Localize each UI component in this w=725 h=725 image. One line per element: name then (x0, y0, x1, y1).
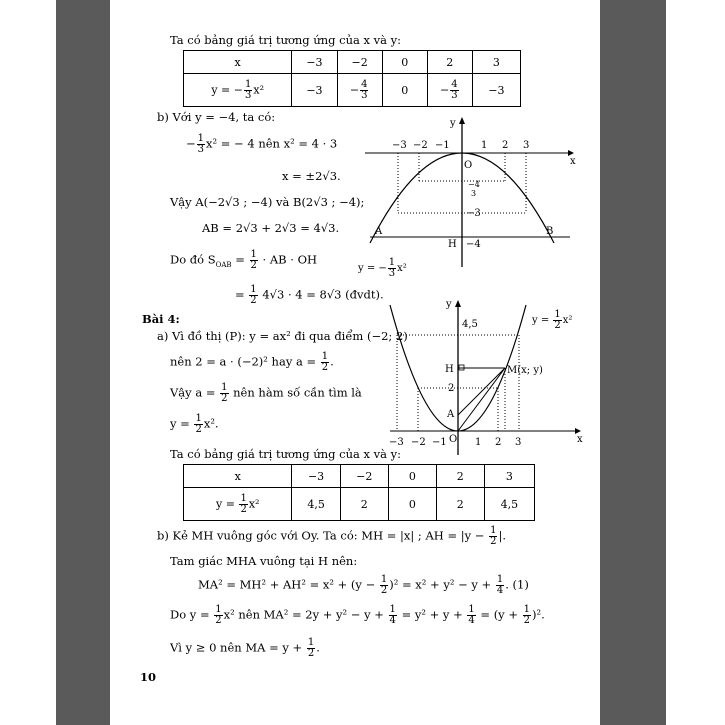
table1-y-cell: − $\frac{4}{3}$ (427, 74, 472, 107)
part-a-line-3: Vậy a = $\frac{1}{2}$ nên hàm số cần tìm là (170, 382, 362, 404)
table1-x-cell: 2 (427, 51, 472, 74)
value-table-1 (183, 50, 521, 107)
parabola-graph-1 (350, 112, 580, 282)
table1-y-cell: −3 (292, 74, 337, 107)
table2-y-cell: 2 (340, 488, 388, 521)
graph1-origin-label: O (464, 160, 473, 171)
table2-y-cell: 4,5 (292, 488, 340, 521)
graph2-curve-label: y = $\frac{1}{2}$ x² (532, 309, 573, 331)
graph2-x-label: x (577, 434, 583, 445)
part-b-line-2: Tam giác MHA vuông tại H nên: (170, 554, 358, 568)
graph2-label-45: 4,5 (462, 319, 478, 330)
table1-x-cell: −2 (337, 51, 382, 74)
graph1-tick: 3 (523, 140, 530, 151)
intro-text-2: Ta có bảng giá trị tương ứng của x và y: (170, 447, 402, 461)
graph2-label-H: H (445, 364, 454, 375)
exercise-4-heading: Bài 4: (142, 312, 180, 326)
page-number: 10 (140, 670, 157, 684)
table1-x-cell: −3 (292, 51, 337, 74)
graph2-label-2: 2 (448, 383, 455, 394)
table1-y-head: y = − $\frac{1}{3}$ x² (184, 74, 292, 107)
graph2-tick: −1 (432, 437, 447, 448)
graph1-y-arrow (459, 117, 465, 124)
equation-line-6: = $\frac{1}{2}$ 4√3 · 4 = 8√3 (đvdt). (235, 284, 384, 306)
graph1-label-B: B (546, 226, 554, 237)
graph1-label-H: H (448, 239, 457, 250)
graph2-tick: 1 (475, 437, 482, 448)
graph1-tick: −1 (435, 140, 450, 151)
table2-x-cell: 0 (388, 465, 436, 488)
equation-line-1: − $\frac{1}{3}$ x² = − 4 nên x² = 4 · 3 (186, 133, 338, 155)
table2-x-cell: 3 (484, 465, 534, 488)
table2-y-cell: 0 (388, 488, 436, 521)
table2-x-cell: −3 (292, 465, 340, 488)
part-a-line-4: y = $\frac{1}{2}$ x². (170, 413, 219, 435)
graph1-tick: 1 (481, 140, 488, 151)
part-b-line-4: Do y = $\frac{1}{2}$ x² nên MA² = 2y + y² − y + $\frac{1}{4}$ = y² + y + $\frac{1}{4}$ = (y + $\frac{1}{2}$ )². (170, 604, 545, 626)
table2-x-cell: −2 (340, 465, 388, 488)
graph2-label-A: A (447, 409, 455, 420)
graph2-tick: −3 (389, 437, 404, 448)
graph1-tick: −3 (392, 140, 407, 151)
part-a-line-2: nên 2 = a · (−2)² hay a = $\frac{1}{2}$ . (170, 351, 334, 373)
table1-x-head: x (184, 51, 292, 74)
equation-line-2: x = ±2√3. (282, 169, 341, 183)
table2-y-cell: 4,5 (484, 488, 534, 521)
table1-y-cell: −3 (472, 74, 520, 107)
graph2-label-M: M(x; y) (507, 365, 543, 376)
graph1-label-minus3: −3 (466, 208, 481, 219)
equation-line-4: AB = 2√3 + 2√3 = 4√3. (202, 221, 340, 235)
intro-text-1: Ta có bảng giá trị tương ứng của x và y: (170, 33, 402, 47)
graph1-label-minus4: −4 (466, 239, 481, 250)
part-b-line-3: MA² = MH² + AH² = x² + (y − $\frac{1}{2}$ )² = x² + y² − y + $\frac{1}{4}$ . (1) (198, 574, 529, 596)
graph2-tick: 3 (515, 437, 522, 448)
document-page (110, 0, 600, 725)
table1-x-cell: 0 (382, 51, 427, 74)
graph1-x-label: x (570, 156, 576, 167)
graph2-origin-label: O (449, 434, 458, 445)
graph1-curve-label: y = − $\frac{1}{3}$ x² (358, 257, 407, 279)
graph1-label-43: −4 (468, 180, 480, 189)
graph2-y-arrow (455, 300, 461, 307)
graph2-tick: −2 (411, 437, 426, 448)
part-b-line-1: b) Kẻ MH vuông góc với Oy. Ta có: MH = |x| ; AH = |y − $\frac{1}{2}$ |. (157, 525, 506, 547)
equation-line-3: Vậy A(−2√3 ; −4) và B(2√3 ; −4); (170, 195, 365, 209)
graph1-tick: −2 (413, 140, 428, 151)
graph1-label-A: A (375, 226, 383, 237)
graph2-tick: 2 (495, 437, 502, 448)
table2-y-head: y = $\frac{1}{2}$ x² (184, 488, 292, 521)
table2-x-cell: 2 (436, 465, 484, 488)
part-a-line-1: a) Vì đồ thị (P): y = ax² đi qua điểm (−2; 2) (157, 329, 408, 343)
equation-line-5: Do đó $S_{OAB}$ = $\frac{1}{2}$ · AB · OH (170, 249, 318, 271)
table1-y-cell: − $\frac{4}{3}$ (337, 74, 382, 107)
value-table-2 (183, 464, 535, 521)
table2-x-head: x (184, 465, 292, 488)
graph2-y-label: y (446, 299, 452, 310)
graph1-y-label: y (450, 118, 456, 129)
table1-y-cell: 0 (382, 74, 427, 107)
part-b-heading: b) Với y = −4, ta có: (157, 110, 276, 124)
table2-y-cell: 2 (436, 488, 484, 521)
part-b-line-5: Vì y ≥ 0 nên MA = y + $\frac{1}{2}$ . (170, 637, 320, 659)
table1-x-cell: 3 (472, 51, 520, 74)
graph1-tick: 2 (502, 140, 509, 151)
graph1-label-43-den: 3 (471, 189, 477, 198)
